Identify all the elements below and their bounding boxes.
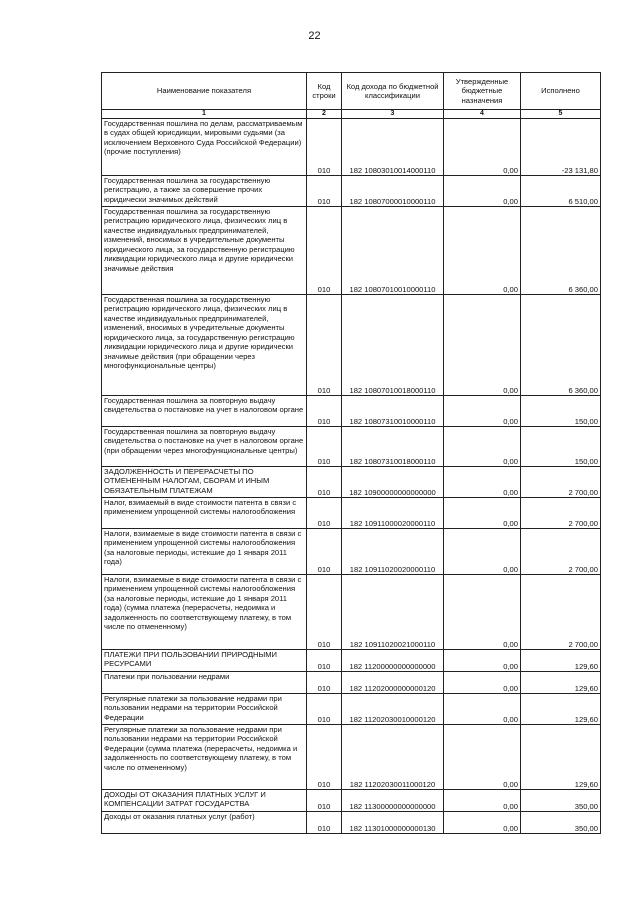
table-row [102, 672, 601, 694]
row-executed: 129,60 [521, 725, 601, 790]
row-approved: 0,00 [444, 498, 521, 529]
row-kbk: 182 10807010010000110 [342, 207, 444, 295]
row-approved: 0,00 [444, 694, 521, 725]
row-approved: 0,00 [444, 207, 521, 295]
row-name: Государственная пошлина по делам, рассматриваемым в судах общей юрисдикции, мировыми судьями (за исключением Верховного Суда Российской Федерации) (прочие поступления) [102, 119, 307, 176]
table-row [102, 427, 601, 467]
row-executed: 2 700,00 [521, 498, 601, 529]
table-row [102, 176, 601, 207]
row-name: Налог, взимаемый в виде стоимости патента в связи с применением упрощенной системы налогообложения [102, 498, 307, 529]
row-approved: 0,00 [444, 790, 521, 812]
row-executed: 6 360,00 [521, 207, 601, 295]
table-row [102, 498, 601, 529]
row-kbk: 182 11202000000000120 [342, 672, 444, 694]
table-row [102, 694, 601, 725]
row-executed: 350,00 [521, 812, 601, 834]
row-approved: 0,00 [444, 176, 521, 207]
row-approved: 0,00 [444, 529, 521, 575]
row-name: Регулярные платежи за пользование недрами при пользовании недрами на территории Российской Федерации (сумма платежа (перерасчеты, недоимка и задолженность по соответствующему платежу, в том числе по отмененному) [102, 725, 307, 790]
row-name: ДОХОДЫ ОТ ОКАЗАНИЯ ПЛАТНЫХ УСЛУГ И КОМПЕНСАЦИИ ЗАТРАТ ГОСУДАРСТВА [102, 790, 307, 812]
row-line-code: 010 [307, 812, 342, 834]
row-kbk: 182 10911020021000110 [342, 575, 444, 650]
row-executed: 6 510,00 [521, 176, 601, 207]
row-approved: 0,00 [444, 812, 521, 834]
column-number: 5 [521, 110, 601, 119]
table-row [102, 812, 601, 834]
header-executed: Исполнено [521, 73, 601, 110]
row-approved: 0,00 [444, 725, 521, 790]
row-line-code: 010 [307, 427, 342, 467]
row-line-code: 010 [307, 396, 342, 427]
row-kbk: 182 11300000000000000 [342, 790, 444, 812]
row-name: Государственная пошлина за повторную выдачу свидетельства о постановке на учет в налоговом органе [102, 396, 307, 427]
row-kbk: 182 10807310018000110 [342, 427, 444, 467]
table-row [102, 207, 601, 295]
row-name: Налоги, взимаемые в виде стоимости патента в связи с применением упрощенной системы налогообложения (за налоговые периоды, истекшие до 1 января 2011 года) (сумма платежа (перерасчеты, недоимка и задолженность по соответствующему платежу, в том числе по отмененному) [102, 575, 307, 650]
header-name: Наименование показателя [102, 73, 307, 110]
header-line-code: Код строки [307, 73, 342, 110]
row-line-code: 010 [307, 498, 342, 529]
row-executed: 2 700,00 [521, 575, 601, 650]
row-kbk: 182 10803010014000110 [342, 119, 444, 176]
row-line-code: 010 [307, 790, 342, 812]
table-row [102, 650, 601, 672]
row-kbk: 182 10807310010000110 [342, 396, 444, 427]
table-row [102, 725, 601, 790]
row-executed: 150,00 [521, 427, 601, 467]
row-name: Платежи при пользовании недрами [102, 672, 307, 694]
page-number: 22 [308, 30, 321, 42]
table-row [102, 295, 601, 396]
table-row [102, 467, 601, 498]
row-approved: 0,00 [444, 295, 521, 396]
row-line-code: 010 [307, 176, 342, 207]
row-name: Государственная пошлина за государственную регистрацию, а также за совершение прочих юридически значимых действий [102, 176, 307, 207]
row-executed: 6 360,00 [521, 295, 601, 396]
row-name: Регулярные платежи за пользование недрами при пользовании недрами на территории Российской Федерации [102, 694, 307, 725]
row-approved: 0,00 [444, 575, 521, 650]
row-kbk: 182 10807010018000110 [342, 295, 444, 396]
row-name: Доходы от оказания платных услуг (работ) [102, 812, 307, 834]
table-row [102, 575, 601, 650]
row-approved: 0,00 [444, 467, 521, 498]
row-executed: 350,00 [521, 790, 601, 812]
table-row [102, 529, 601, 575]
row-name: Государственная пошлина за государственную регистрацию юридического лица, физических лиц в качестве индивидуальных предпринимателей, изменений, вносимых в учредительные документы юридического лица, за государственную регистрацию ликвидации юридического лица и другие юридически значимые действия (при обращении через многофункциональные центры) [102, 295, 307, 396]
revenue-table [101, 72, 601, 834]
row-kbk: 182 10900000000000000 [342, 467, 444, 498]
row-name: ПЛАТЕЖИ ПРИ ПОЛЬЗОВАНИИ ПРИРОДНЫМИ РЕСУРСАМИ [102, 650, 307, 672]
row-line-code: 010 [307, 650, 342, 672]
row-approved: 0,00 [444, 396, 521, 427]
row-line-code: 010 [307, 467, 342, 498]
column-number: 2 [307, 110, 342, 119]
row-name: Налоги, взимаемые в виде стоимости патента в связи с применением упрощенной системы налогообложения (за налоговые периоды, истекшие до 1 января 2011 года) [102, 529, 307, 575]
row-approved: 0,00 [444, 427, 521, 467]
row-executed: -23 131,80 [521, 119, 601, 176]
row-kbk: 182 11301000000000130 [342, 812, 444, 834]
row-line-code: 010 [307, 207, 342, 295]
row-line-code: 010 [307, 672, 342, 694]
row-kbk: 182 11200000000000000 [342, 650, 444, 672]
row-line-code: 010 [307, 575, 342, 650]
table-row [102, 790, 601, 812]
column-number-row [102, 110, 601, 119]
row-line-code: 010 [307, 725, 342, 790]
column-number: 1 [102, 110, 307, 119]
column-number: 3 [342, 110, 444, 119]
column-number: 4 [444, 110, 521, 119]
row-name: Государственная пошлина за повторную выдачу свидетельства о постановке на учет в налоговом органе (при обращении через многофункциональные центры) [102, 427, 307, 467]
table-row [102, 119, 601, 176]
row-executed: 2 700,00 [521, 529, 601, 575]
row-kbk: 182 11202030011000120 [342, 725, 444, 790]
row-name: ЗАДОЛЖЕННОСТЬ И ПЕРЕРАСЧЕТЫ ПО ОТМЕНЕННЫМ НАЛОГАМ, СБОРАМ И ИНЫМ ОБЯЗАТЕЛЬНЫМ ПЛАТЕЖАМ [102, 467, 307, 498]
row-approved: 0,00 [444, 650, 521, 672]
table-row [102, 396, 601, 427]
row-kbk: 182 10807000010000110 [342, 176, 444, 207]
row-line-code: 010 [307, 119, 342, 176]
row-line-code: 010 [307, 529, 342, 575]
row-approved: 0,00 [444, 119, 521, 176]
row-executed: 129,60 [521, 650, 601, 672]
row-executed: 129,60 [521, 672, 601, 694]
row-executed: 2 700,00 [521, 467, 601, 498]
header-row [102, 73, 601, 110]
row-executed: 129,60 [521, 694, 601, 725]
row-kbk: 182 11202030010000120 [342, 694, 444, 725]
row-name: Государственная пошлина за государственную регистрацию юридического лица, физических лиц в качестве индивидуальных предпринимателей, изменений, вносимых в учредительные документы юридического лица, за государственную регистрацию ликвидации юридического лица и другие юридически значимые действия [102, 207, 307, 295]
row-approved: 0,00 [444, 672, 521, 694]
row-kbk: 182 10911000020000110 [342, 498, 444, 529]
header-kbk: Код дохода по бюджетной классификации [342, 73, 444, 110]
row-executed: 150,00 [521, 396, 601, 427]
row-kbk: 182 10911020020000110 [342, 529, 444, 575]
table-body [102, 119, 601, 834]
header-approved: Утвержденные бюджетные назначения [444, 73, 521, 110]
row-line-code: 010 [307, 295, 342, 396]
row-line-code: 010 [307, 694, 342, 725]
